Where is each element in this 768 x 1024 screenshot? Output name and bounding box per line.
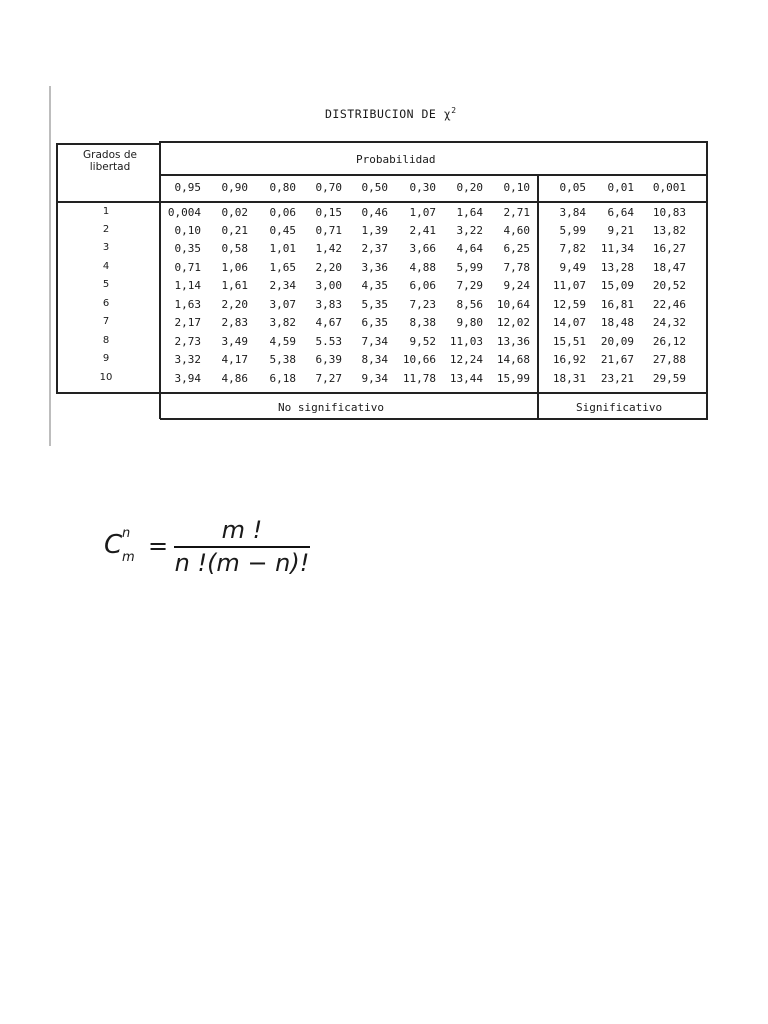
chi-square-value-cell: 0,71 [315,224,342,237]
chi-square-value-cell: 3,66 [409,242,436,255]
chi-square-value-cell: 13,44 [449,372,483,385]
probabilidad-header: Probabilidad [356,153,436,166]
chi-square-value-cell: 11,78 [402,372,436,385]
chi-square-value-cell: 4,35 [361,279,388,292]
probability-header-cell: 0,001 [652,181,686,194]
chi-square-value-cell: 3,94 [174,372,201,385]
table-border-bottom [160,418,708,420]
chi-square-value-cell: 3,32 [174,353,201,366]
probability-header-cell: 0,30 [409,181,436,194]
chi-square-value-cell: 18,31 [552,372,586,385]
chi-square-value-cell: 7,27 [315,372,342,385]
degrees-of-freedom-cell: 10 [99,372,113,383]
chi-square-value-cell: 16,92 [552,353,586,366]
body-bottom-line [56,392,708,394]
table-border-top-left [56,143,160,145]
probability-header-cell: 0,90 [221,181,248,194]
chi-square-value-cell: 6,06 [409,279,436,292]
chi-square-value-cell: 0,02 [221,206,248,219]
chi-square-value-cell: 5,35 [361,298,388,311]
chi-square-value-cell: 0,35 [174,242,201,255]
probability-divider [160,174,708,176]
chi-square-value-cell: 4,88 [409,261,436,274]
chi-square-value-cell: 11,07 [552,279,586,292]
chi-square-value-cell: 8,56 [456,298,483,311]
chi-square-value-cell: 7,82 [559,242,586,255]
chi-square-value-cell: 18,48 [600,316,634,329]
chi-square-value-cell: 3,07 [269,298,296,311]
table-border-top [160,141,708,143]
chi-square-value-cell: 1,39 [361,224,388,237]
formula-equals: = [148,532,169,560]
chi-square-value-cell: 3,84 [559,206,586,219]
chi-square-value-cell: 7,29 [456,279,483,292]
significance-divider [537,174,539,419]
chi-square-value-cell: 4,86 [221,372,248,385]
chi-square-value-cell: 12,59 [552,298,586,311]
chi-square-value-cell: 4,67 [315,316,342,329]
probability-header-cell: 0,50 [361,181,388,194]
chi-square-value-cell: 1,65 [269,261,296,274]
title-text: DISTRIBUCION DE χ [325,106,452,121]
chi-square-value-cell: 0,15 [315,206,342,219]
chi-square-value-cell: 5.53 [315,335,342,348]
chi-square-value-cell: 5,99 [559,224,586,237]
chi-square-value-cell: 4,17 [221,353,248,366]
chi-square-value-cell: 10,83 [652,206,686,219]
chi-square-value-cell: 10,64 [496,298,530,311]
chi-square-value-cell: 13,36 [496,335,530,348]
chi-square-table [56,141,708,421]
degrees-of-freedom-cell: 5 [102,279,110,290]
chi-square-value-cell: 16,81 [600,298,634,311]
chi-square-value-cell: 7,78 [503,261,530,274]
table-title [325,106,457,121]
chi-square-value-cell: 6,64 [607,206,634,219]
chi-square-value-cell: 16,27 [652,242,686,255]
chi-square-value-cell: 20,52 [652,279,686,292]
chi-square-value-cell: 13,82 [652,224,686,237]
chi-square-value-cell: 22,46 [652,298,686,311]
chi-square-value-cell: 12,02 [496,316,530,329]
formula-subscript: m [122,550,135,565]
chi-square-value-cell: 15,09 [600,279,634,292]
probability-header-cell: 0,80 [269,181,296,194]
chi-square-value-cell: 26,12 [652,335,686,348]
chi-square-value-cell: 7,34 [361,335,388,348]
chi-square-value-cell: 3,82 [269,316,296,329]
chi-square-value-cell: 13,28 [600,261,634,274]
chi-square-value-cell: 6,18 [269,372,296,385]
chi-square-value-cell: 2,83 [221,316,248,329]
chi-square-value-cell: 21,67 [600,353,634,366]
chi-square-value-cell: 2,17 [174,316,201,329]
chi-square-value-cell: 14,07 [552,316,586,329]
title-superscript: 2 [451,106,457,115]
no-significativo-label: No significativo [278,401,384,414]
chi-square-value-cell: 9,21 [607,224,634,237]
chi-square-value-cell: 27,88 [652,353,686,366]
chi-square-value-cell: 3,49 [221,335,248,348]
chi-square-value-cell: 3,36 [361,261,388,274]
chi-square-value-cell: 0,45 [269,224,296,237]
chi-square-value-cell: 11,03 [449,335,483,348]
chi-square-value-cell: 15,99 [496,372,530,385]
chi-square-value-cell: 9,24 [503,279,530,292]
chi-square-value-cell: 0,71 [174,261,201,274]
chi-square-value-cell: 5,99 [456,261,483,274]
grados-header-line2: libertad [89,161,131,173]
chi-square-value-cell: 6,25 [503,242,530,255]
probability-header-cell: 0,01 [607,181,634,194]
chi-square-value-cell: 20,09 [600,335,634,348]
chi-square-value-cell: 24,32 [652,316,686,329]
chi-square-value-cell: 4,59 [269,335,296,348]
chi-square-value-cell: 2,37 [361,242,388,255]
degrees-of-freedom-cell: 6 [102,298,110,309]
chi-square-value-cell: 2,34 [269,279,296,292]
chi-square-value-cell: 18,47 [652,261,686,274]
chi-square-value-cell: 14,68 [496,353,530,366]
probability-header-cell: 0,05 [559,181,586,194]
chi-square-value-cell: 0,06 [269,206,296,219]
degrees-of-freedom-cell: 4 [102,261,110,272]
combination-formula [104,516,324,594]
grados-header-line1: Grados de [83,149,137,161]
chi-square-value-cell: 1,61 [221,279,248,292]
formula-base: C [104,530,123,560]
chi-square-value-cell: 0,21 [221,224,248,237]
table-border-right [706,141,708,419]
chi-square-value-cell: 4,60 [503,224,530,237]
chi-square-value-cell: 8,38 [409,316,436,329]
chi-square-value-cell: 0,58 [221,242,248,255]
chi-square-value-cell: 2,20 [315,261,342,274]
chi-square-value-cell: 5,38 [269,353,296,366]
chi-square-value-cell: 0,004 [167,206,201,219]
chi-square-value-cell: 4,64 [456,242,483,255]
chi-square-value-cell: 9,52 [409,335,436,348]
degrees-of-freedom-cell: 8 [102,335,110,346]
chi-square-value-cell: 1,14 [174,279,201,292]
fraction-bar [174,546,310,548]
chi-square-value-cell: 12,24 [449,353,483,366]
scan-left-edge [49,86,51,446]
chi-square-value-cell: 9,49 [559,261,586,274]
gl-column-divider [159,141,161,419]
formula-numerator: m ! [221,516,263,544]
chi-square-value-cell: 1,42 [315,242,342,255]
chi-square-value-cell: 8,34 [361,353,388,366]
chi-square-value-cell: 2,71 [503,206,530,219]
chi-square-value-cell: 1,06 [221,261,248,274]
chi-square-value-cell: 2,20 [221,298,248,311]
chi-square-value-cell: 7,23 [409,298,436,311]
degrees-of-freedom-cell: 1 [102,206,110,217]
chi-square-value-cell: 0,46 [361,206,388,219]
chi-square-value-cell: 3,22 [456,224,483,237]
chi-square-value-cell: 6,39 [315,353,342,366]
degrees-of-freedom-cell: 7 [102,316,110,327]
chi-square-value-cell: 29,59 [652,372,686,385]
chi-square-value-cell: 15,51 [552,335,586,348]
chi-square-value-cell: 1,01 [269,242,296,255]
chi-square-value-cell: 10,66 [402,353,436,366]
grados-header [64,149,156,173]
degrees-of-freedom-cell: 3 [102,242,110,253]
degrees-of-freedom-cell: 2 [102,224,110,235]
chi-square-value-cell: 2,41 [409,224,436,237]
chi-square-value-cell: 0,10 [174,224,201,237]
chi-square-value-cell: 9,80 [456,316,483,329]
chi-square-value-cell: 23,21 [600,372,634,385]
probability-header-cell: 0,95 [174,181,201,194]
header-divider [56,201,708,203]
formula-superscript: n [122,526,131,541]
chi-square-value-cell: 6,35 [361,316,388,329]
chi-square-value-cell: 3,00 [315,279,342,292]
probability-header-cell: 0,70 [315,181,342,194]
chi-square-value-cell: 1,07 [409,206,436,219]
chi-square-value-cell: 9,34 [361,372,388,385]
chi-square-value-cell: 2,73 [174,335,201,348]
chi-square-value-cell: 3,83 [315,298,342,311]
significativo-label: Significativo [576,401,663,414]
degrees-of-freedom-cell: 9 [102,353,110,364]
chi-square-value-cell: 1,63 [174,298,201,311]
chi-square-value-cell: 1,64 [456,206,483,219]
chi-square-value-cell: 11,34 [600,242,634,255]
probability-header-cell: 0,20 [456,181,483,194]
probability-header-cell: 0,10 [503,181,530,194]
formula-denominator: n !(m − n)! [174,549,310,577]
